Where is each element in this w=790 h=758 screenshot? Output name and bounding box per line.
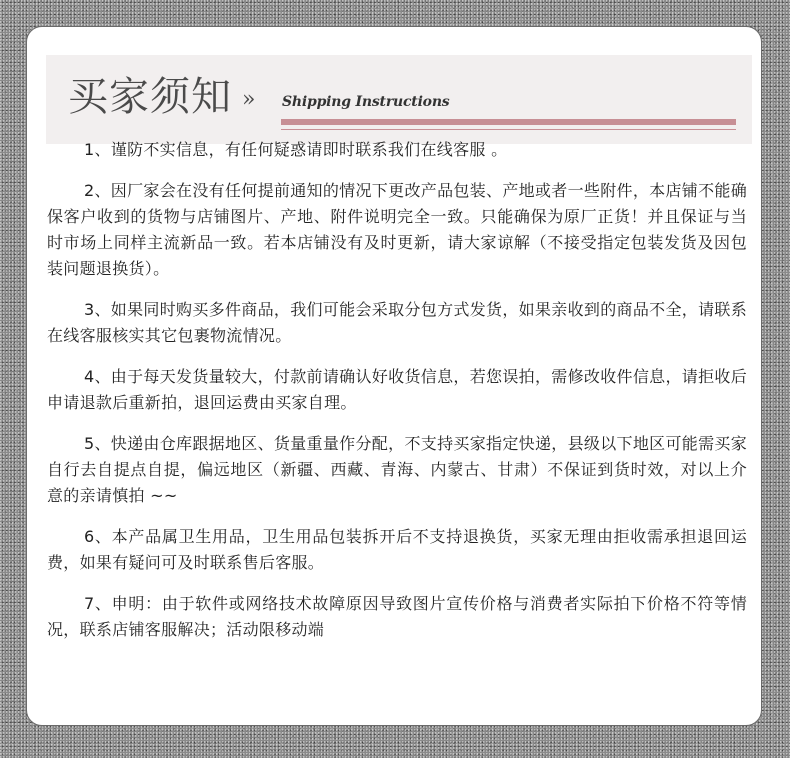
header-banner — [46, 55, 752, 144]
notice-item-3: 3、如果同时购买多件商品，我们可能会采取分包方式发货，如果亲收到的商品不全，请联系在线客服核实其它包裹物流情况。 — [47, 300, 747, 345]
notice-item-4: 4、由于每天发货量较大，付款前请确认好收货信息，若您误拍，需修改收件信息，请拒收后申请退款后重新拍，退回运费由买家自理。 — [47, 367, 747, 412]
notice-item-6: 6、本产品属卫生用品，卫生用品包装拆开后不支持退换货，买家无理由拒收需承担退回运费，如果有疑问可及时联系售后客服。 — [47, 527, 747, 572]
notice-item-2: 2、因厂家会在没有任何提前通知的情况下更改产品包装、产地或者一些附件，本店铺不能确保客户收到的货物与店铺图片、产地、附件说明完全一致。只能确保为原厂正货！并且保证与当时市场上同样主流新品一致。若本店铺没有及时更新，请大家谅解（不接受指定包装发货及因包装问题退换货）。 — [47, 181, 747, 278]
notice-item-1: 1、谨防不实信息，有任何疑惑请即时联系我们在线客服 。 — [84, 140, 508, 159]
page-subtitle: Shipping Instructions — [282, 94, 450, 110]
double-chevron-icon: » — [242, 87, 256, 112]
header-divider-thin — [281, 129, 736, 130]
notice-item-5: 5、快递由仓库跟据地区、货量重量作分配，不支持买家指定快递，县级以下地区可能需买家自行去自提点自提，偏远地区（新疆、西藏、青海、内蒙古、甘肃）不保证到货时效，对以上介意的亲请慎拍 ~~ — [47, 434, 747, 505]
page-title: 买家须知 — [68, 74, 232, 120]
notice-item-7: 7、申明：由于软件或网络技术故障原因导致图片宣传价格与消费者实际拍下价格不符等情况，联系店铺客服解决；活动限移动端 — [47, 594, 747, 639]
notice-list — [47, 137, 747, 658]
notice-card — [26, 26, 762, 726]
header-divider-thick — [281, 119, 736, 125]
